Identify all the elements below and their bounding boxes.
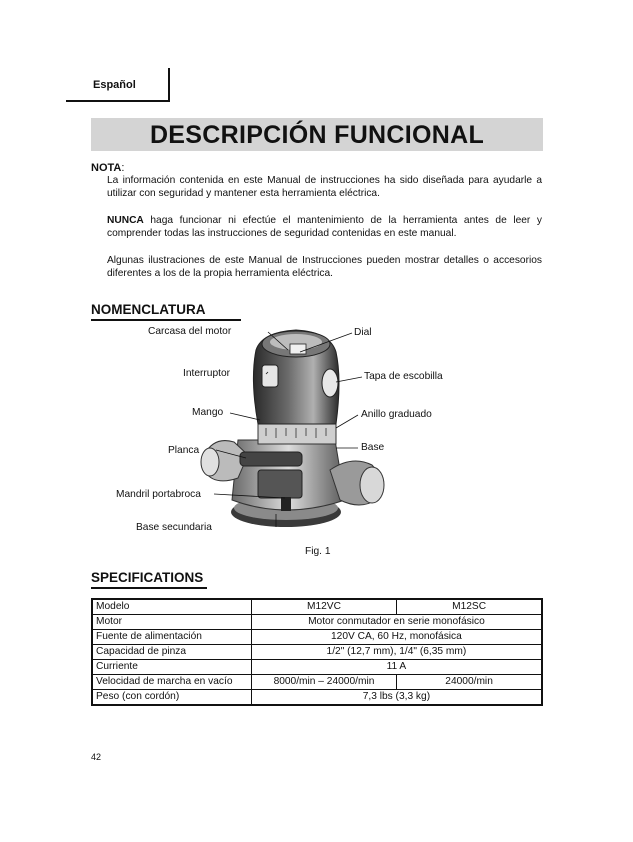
table-cell-label: Fuente de alimentación (92, 630, 251, 645)
dial-shape (290, 344, 306, 354)
specifications-heading: SPECIFICATIONS (91, 570, 204, 585)
label-base-secundaria: Base secundaria (136, 522, 212, 533)
depth-ring-shape (258, 424, 336, 444)
specifications-table (91, 598, 543, 706)
label-dial: Dial (354, 327, 372, 338)
label-base: Base (361, 442, 385, 453)
table-cell: M12SC (397, 599, 542, 615)
table-cell: 24000/min (397, 675, 542, 690)
table-row (92, 690, 542, 706)
table-row (92, 660, 542, 675)
label-planca: Planca (168, 445, 200, 456)
nota-paragraph-2 (107, 214, 542, 240)
nota-paragraph-3: Algunas ilustraciones de este Manual de Instrucciones pueden mostrar detalles o accesorios diferentes a los de la propia herramienta eléctrica. (107, 255, 542, 279)
nunca-bold: NUNCA (107, 215, 144, 226)
table-cell: 120V CA, 60 Hz, monofásica (251, 630, 542, 645)
table-cell: 1/2" (12,7 mm), 1/4" (6,35 mm) (251, 645, 542, 660)
table-row (92, 630, 542, 645)
language-tab (66, 68, 170, 102)
nota-paragraph-1: La información contenida en este Manual de instrucciones ha sido diseñada para ayudarle a utilizar con seguridad y mantener esta herramienta eléctrica. (107, 175, 542, 199)
table-row (92, 645, 542, 660)
table-cell: M12VC (251, 599, 396, 615)
table-cell-label: Modelo (92, 599, 251, 615)
table-cell-label: Peso (con cordón) (92, 690, 251, 706)
sub-base-shape (231, 497, 341, 527)
table-cell: 11 A (251, 660, 542, 675)
language-label: Español (93, 79, 136, 91)
label-carcasa-del-motor: Carcasa del motor (148, 326, 232, 337)
table-row (92, 675, 542, 690)
left-handle-shape (204, 441, 248, 481)
right-handle-shape (330, 461, 380, 505)
table-cell: 8000/min – 24000/min (251, 675, 396, 690)
nota-label-text: NOTA (91, 162, 122, 174)
label-anillo-graduado: Anillo graduado (361, 409, 432, 420)
nota-label (91, 162, 124, 174)
table-cell-label: Velocidad de marcha en vacío (92, 675, 251, 690)
label-interruptor: Interruptor (183, 368, 230, 379)
clamp-lever-shape (240, 452, 302, 466)
page-number: 42 (91, 752, 102, 762)
switch-shape (262, 365, 278, 387)
nomenclatura-heading: NOMENCLATURA (91, 302, 206, 317)
nota-paragraph-2-rest: haga funcionar ni efectúe el mantenimiento de la herramienta antes de leer y comprender todas las instrucciones de seguridad contenidas en este manual. (107, 215, 542, 239)
base-shape (232, 440, 345, 510)
table-cell-label: Capacidad de pinza (92, 645, 251, 660)
table-cell-label: Curriente (92, 660, 251, 675)
table-row (92, 599, 542, 615)
label-mandril-portabroca: Mandril portabroca (116, 489, 201, 500)
table-cell: Motor conmutador en serie monofásico (251, 615, 542, 630)
label-mango: Mango (192, 407, 224, 418)
page-title: DESCRIPCIÓN FUNCIONAL (149, 121, 485, 149)
nota-colon: : (121, 162, 125, 174)
table-row (92, 615, 542, 630)
table-cell-label: Motor (92, 615, 251, 630)
label-tapa-de-escobilla: Tapa de escobilla (364, 371, 443, 382)
figure-caption: Fig. 1 (305, 546, 331, 557)
title-bar (91, 118, 543, 151)
motor-housing-shape (253, 330, 339, 424)
table-cell: 7,3 lbs (3,3 kg) (251, 690, 542, 706)
specifications-underline (91, 587, 207, 589)
top-cap-shape (262, 331, 330, 357)
brush-cap-shape (322, 369, 338, 397)
nomenclatura-underline (91, 319, 241, 321)
